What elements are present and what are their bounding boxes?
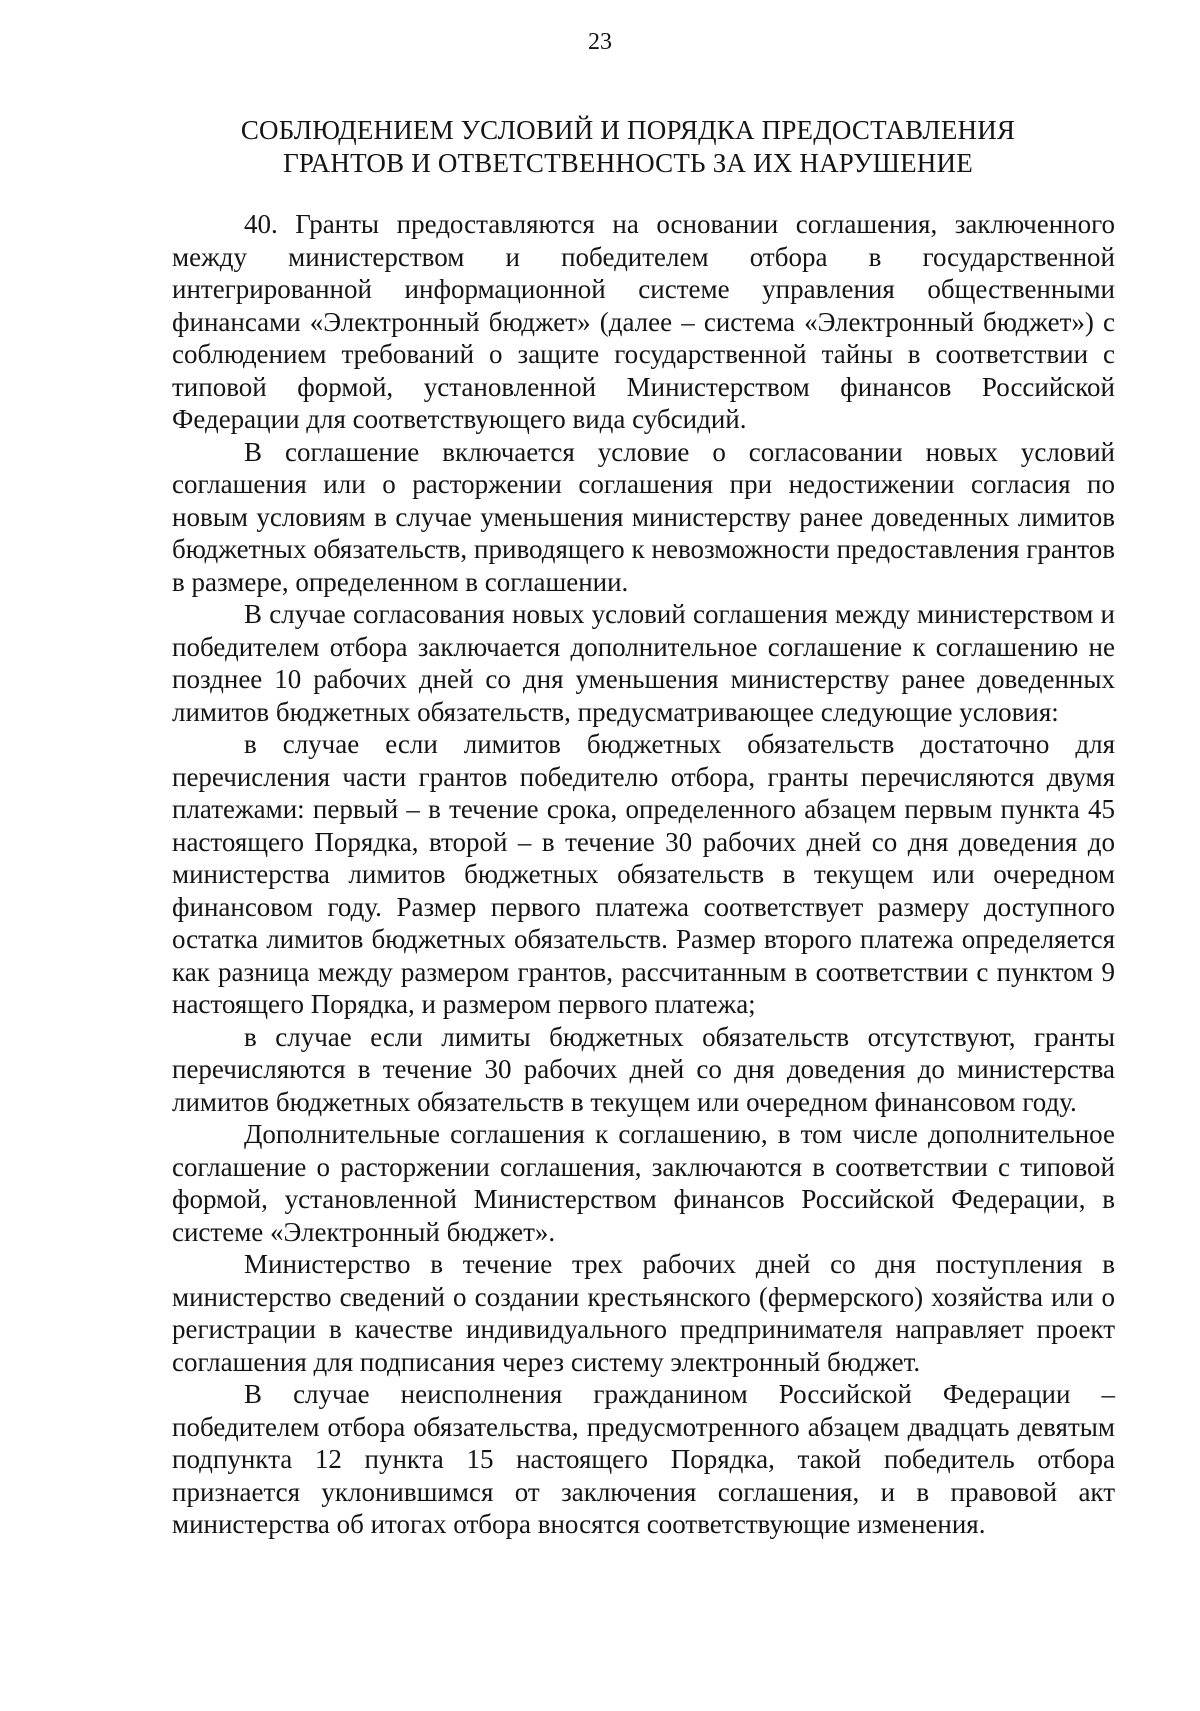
paragraph-agreement-condition: В соглашение включается условие о согласовании новых условий соглашения или о расторжении соглашения при недостижении согласия по новым условиям в случае уменьшения министерству ранее доведенных лимитов бюджетных обязательств, приводящего к невозможности предоставления грантов в размере, определенном в соглашении.: [172, 436, 1115, 597]
paragraph-additional-agreements-form: Дополнительные соглашения к соглашению, в том числе дополнительное соглашение о расторжении соглашения, заключаются в соответствии с типовой формой, установленной Министерством финансов Российской Федерации, в системе «Электронный бюджет».: [172, 1119, 1115, 1247]
section-heading: [172, 114, 1084, 180]
paragraph-40: 40. Гранты предоставляются на основании соглашения, заключенного между министерством и победителем отбора в государственной интегрированной информационной системе управления общественными финансами «Электронный бюджет» (далее – система «Электронный бюджет») с соблюдением требований о защите государственной тайны в соответствии с типовой формой, установленной Министерством финансов Российской Федерации для соответствующего вида субсидий.: [172, 209, 1115, 434]
page-number: 23: [588, 29, 612, 55]
heading-line-1: СОБЛЮДЕНИЕМ УСЛОВИЙ И ПОРЯДКА ПРЕДОСТАВЛЕНИЯ: [240, 115, 1016, 145]
paragraph-evasion: В случае неисполнения гражданином Российской Федерации – победителем отбора обязательства, предусмотренного абзацем двадцать девятым подпункта 12 пункта 15 настоящего Порядка, такой победитель отбора признается уклонившимся от заключения соглашения, и в правовой акт министерства об итогах отбора вносятся соответствующие изменения.: [172, 1379, 1115, 1539]
paragraph-two-payments: в случае если лимитов бюджетных обязательств достаточно для перечисления части грантов победителю отбора, гранты перечисляются двумя платежами: первый – в течение срока, определенного абзацем первым пункта 45 настоящего Порядка, второй – в течение 30 рабочих дней со дня доведения до министерства лимитов бюджетных обязательств в текущем или очередном финансовом году. Размер первого платежа соответствует размеру доступного остатка лимитов бюджетных обязательств. Размер второго платежа определяется как разница между размером грантов, рассчитанным в соответствии с пунктом 9 настоящего Порядка, и размером первого платежа;: [172, 729, 1115, 1019]
paragraph-no-limits: в случае если лимиты бюджетных обязательств отсутствуют, гранты перечисляются в течение 30 рабочих дней со дня доведения до министерства лимитов бюджетных обязательств в текущем или очередном финансовом году.: [172, 1021, 1115, 1117]
paragraph-additional-agreement: В случае согласования новых условий соглашения между министерством и победителем отбора заключается дополнительное соглашение к соглашению не позднее 10 рабочих дней со дня уменьшения министерству ранее доведенных лимитов бюджетных обязательств, предусматривающее следующие условия:: [172, 599, 1115, 727]
paragraph-ministry-sends-draft: Министерство в течение трех рабочих дней со дня поступления в министерство сведений о создании крестьянского (фермерского) хозяйства или о регистрации в качестве индивидуального предпринимателя направляет проект соглашения для подписания через систему электронный бюджет.: [172, 1249, 1115, 1377]
heading-line-2: ГРАНТОВ И ОТВЕТСТВЕННОСТЬ ЗА ИХ НАРУШЕНИЕ: [283, 148, 973, 178]
document-body: [172, 208, 1115, 1541]
